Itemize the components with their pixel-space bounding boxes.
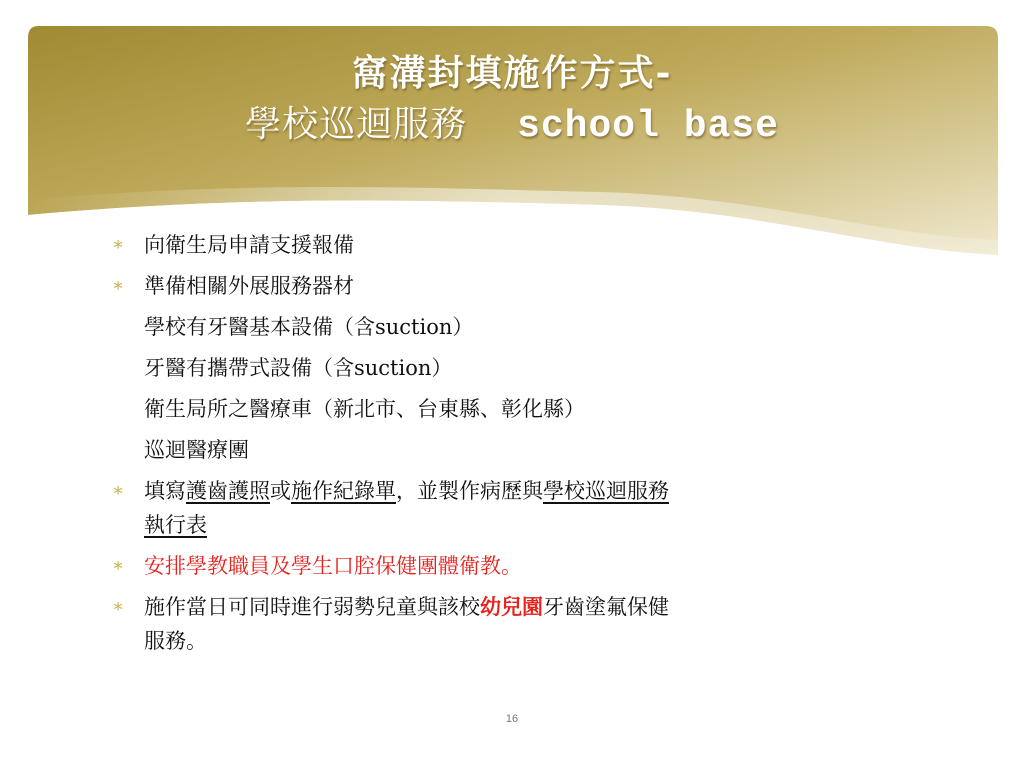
bullet-icon: ∗ [112, 275, 125, 296]
title-english: school base [517, 105, 779, 148]
bullet-icon: ∗ [112, 234, 125, 255]
list-item [112, 228, 932, 262]
text-fragment: 牙齒塗氟保健 [543, 595, 669, 619]
bullet-list [112, 228, 932, 665]
title-line-2 [0, 98, 1024, 154]
sub-list-item [112, 351, 932, 385]
list-item-text: 準備相關外展服務器材 [144, 274, 354, 298]
list-item-text [144, 474, 932, 508]
page-number: 16 [505, 713, 519, 725]
list-item [112, 590, 932, 658]
text-fragment: ，並製作病歷與 [396, 479, 543, 503]
bullet-icon: ∗ [112, 480, 125, 501]
list-item-text-highlighted: 安排學教職員及學生口腔保健團體衛教。 [144, 554, 522, 578]
underlined-term-record-sheet: 施作紀錄單 [291, 479, 396, 503]
bullet-icon: ∗ [112, 596, 125, 617]
underlined-term-school-service: 學校巡迴服務 [543, 479, 669, 503]
list-item-text [144, 590, 932, 624]
highlighted-term-kindergarten: 幼兒園 [480, 594, 543, 619]
text-fragment: 填寫 [144, 479, 186, 503]
text-fragment: 施作當日可同時進行弱勢兒童與該校 [144, 595, 480, 619]
list-item-text: 牙醫有攜帶式設備（含suction） [144, 356, 453, 380]
list-item-text: 向衛生局申請支援報備 [144, 233, 354, 257]
slide-title [0, 48, 1024, 154]
underlined-term-execution-table: 執行表 [144, 513, 207, 537]
list-item-text: 巡迴醫療團 [144, 438, 249, 462]
text-fragment: 或 [270, 479, 291, 503]
sub-list-item [112, 310, 932, 344]
list-item-text-continued: 服務。 [144, 629, 207, 653]
list-item-text-continued [144, 508, 932, 542]
bullet-icon: ∗ [112, 555, 125, 576]
list-item [112, 474, 932, 542]
list-item [112, 269, 932, 303]
title-chinese: 學校巡迴服務 [245, 104, 468, 145]
list-item-text: 學校有牙醫基本設備（含suction） [144, 315, 474, 339]
sub-list-item [112, 433, 932, 467]
sub-list-item [112, 392, 932, 426]
list-item [112, 549, 932, 583]
underlined-term-passport: 護齒護照 [186, 479, 270, 503]
list-item-text: 衛生局所之醫療車（新北市、台東縣、彰化縣） [144, 397, 585, 421]
title-line-1: 窩溝封填施作方式- [351, 52, 673, 94]
